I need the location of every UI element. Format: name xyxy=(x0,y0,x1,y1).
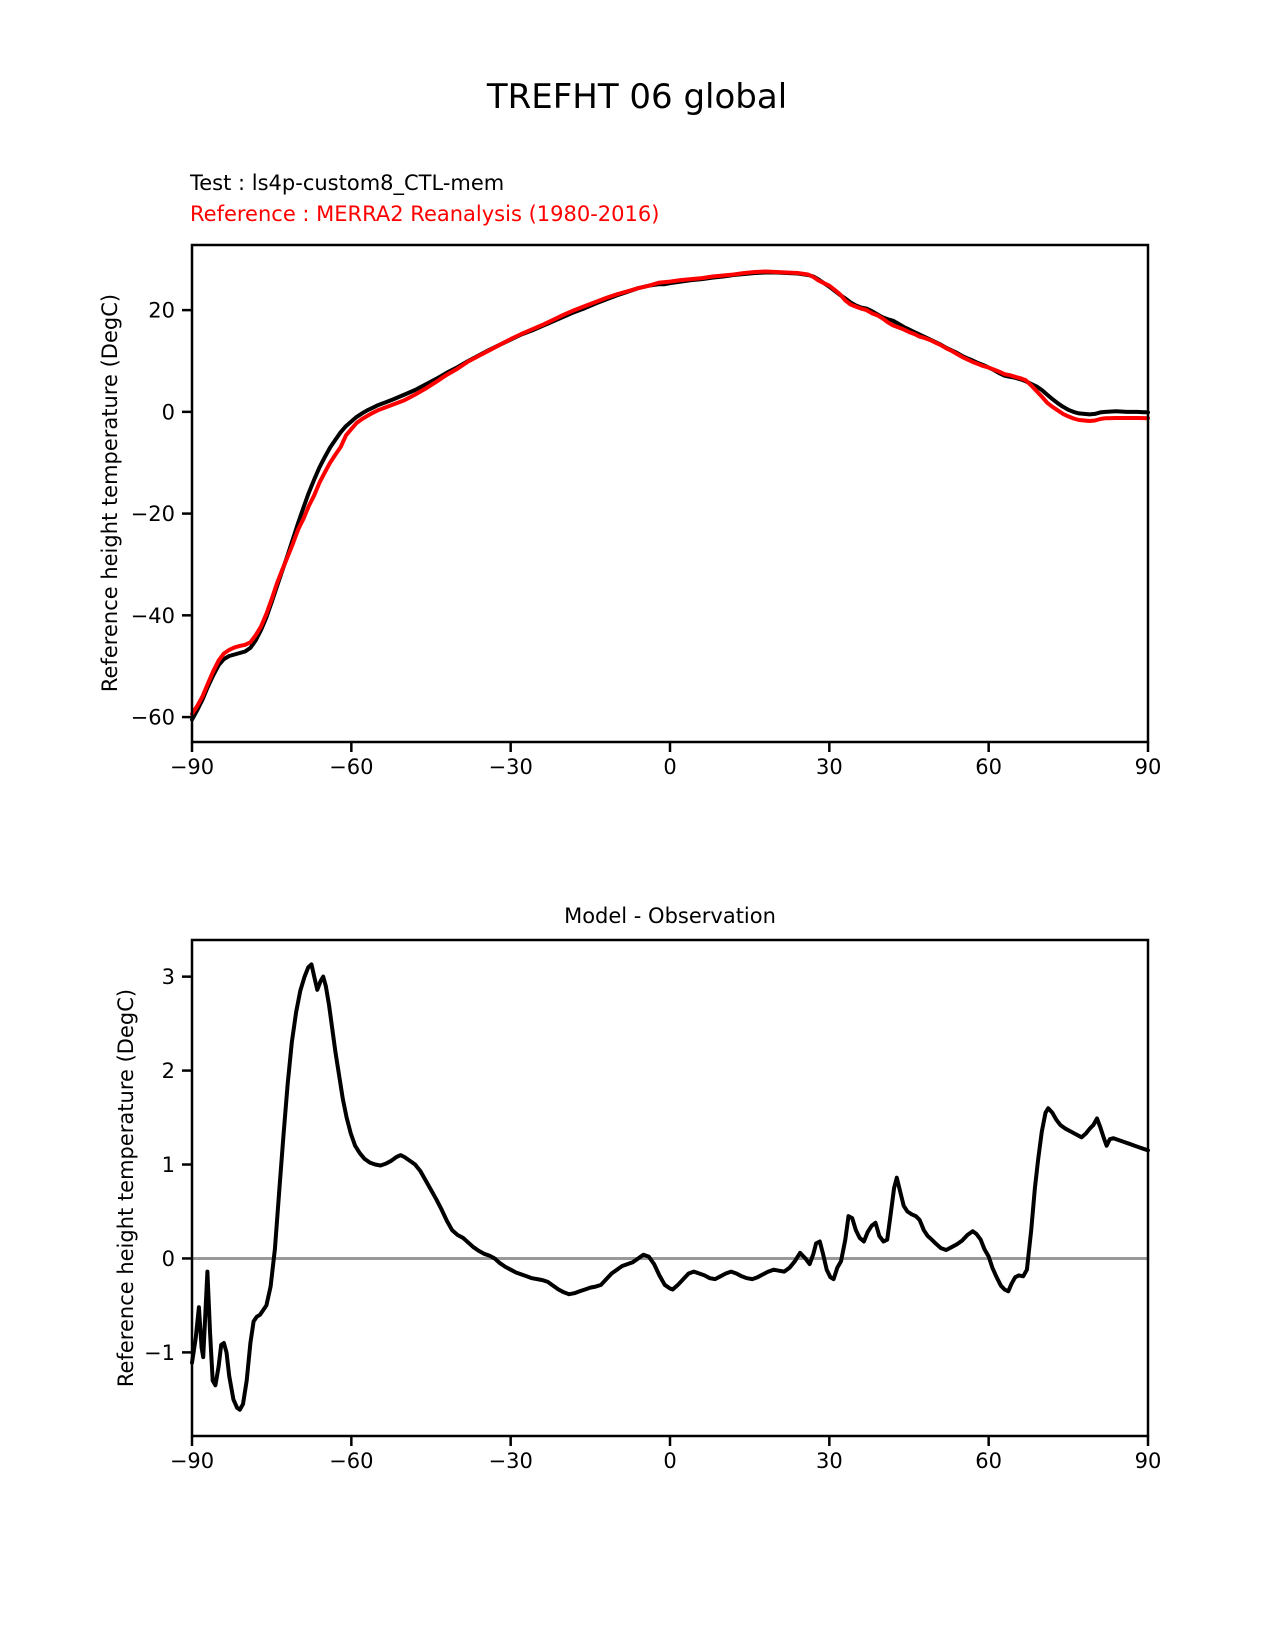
top-x-tick-label: −60 xyxy=(329,755,374,779)
top-y-tick-label: −20 xyxy=(130,502,175,527)
top-y-tick-label: 20 xyxy=(148,298,175,323)
bottom-x-tick-label: 30 xyxy=(815,1449,843,1473)
bottom-y-tick-label: 3 xyxy=(161,965,175,990)
top-x-tick-label: 30 xyxy=(815,755,843,779)
bottom-x-tick-label: 60 xyxy=(975,1449,1003,1473)
top-chart-ylabel: Reference height temperature (DegC) xyxy=(98,293,122,693)
bottom-x-tick-label: 0 xyxy=(663,1449,677,1473)
top-y-tick-label: −60 xyxy=(130,705,175,730)
bottom-chart-ylabel: Reference height temperature (DegC) xyxy=(114,988,138,1388)
top-x-tick-label: 60 xyxy=(975,755,1003,779)
bottom-y-tick-label: 1 xyxy=(161,1153,175,1178)
top-y-tick-label: −40 xyxy=(130,603,175,628)
bottom-y-tick-label: 2 xyxy=(161,1059,175,1084)
top-x-tick-label: −30 xyxy=(488,755,533,779)
bottom-x-tick-label: −90 xyxy=(169,1449,215,1473)
top-axes-frame xyxy=(192,245,1148,742)
top-x-tick-label: 90 xyxy=(1134,755,1162,779)
legend-test-label: Test : ls4p-custom8_CTL-mem xyxy=(190,171,505,195)
bottom-y-tick-label: 0 xyxy=(161,1246,175,1271)
reference-series-line xyxy=(192,272,1148,715)
top-x-tick-label: −90 xyxy=(169,755,215,779)
bottom-x-tick-label: −60 xyxy=(329,1449,374,1473)
test-series-line xyxy=(192,273,1148,720)
top-x-tick-label: 0 xyxy=(663,755,677,779)
bottom-x-tick-label: −30 xyxy=(488,1449,533,1473)
legend-reference-label: Reference : MERRA2 Reanalysis (1980-2016) xyxy=(190,202,660,226)
model-minus-obs-series-line xyxy=(192,964,1148,1409)
bottom-axes-frame xyxy=(192,940,1148,1436)
bottom-chart-title: Model - Observation xyxy=(564,904,776,928)
bottom-x-tick-label: 90 xyxy=(1134,1449,1162,1473)
bottom-y-tick-label: −1 xyxy=(144,1340,175,1365)
legend xyxy=(190,168,659,230)
top-y-tick-label: 0 xyxy=(161,400,175,425)
figure-title: TREFHT 06 global xyxy=(486,77,788,117)
